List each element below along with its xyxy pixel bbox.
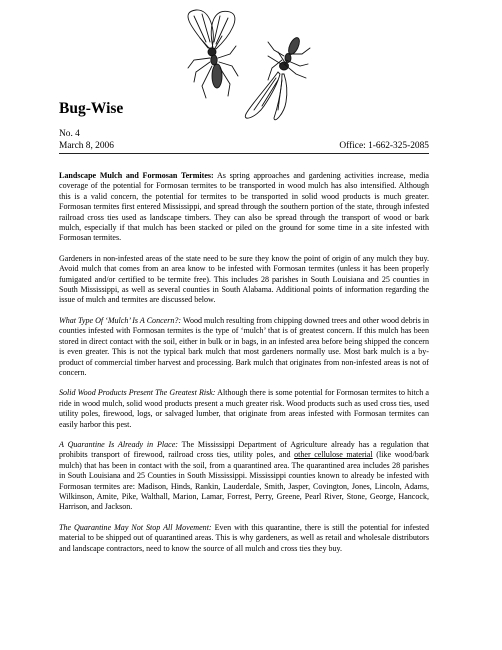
underlined-text: other cellulose material (294, 450, 373, 460)
paragraph-landscape-mulch (59, 171, 429, 244)
paragraph-quarantine-limits (59, 523, 429, 554)
paragraph-text: Even with this quarantine, there is still the potential for infested material to be shipped out of quarantined areas. This is why gardeners, as well as retail and wholesale distributors and landscape contractors, need to know the source of all mulch and cross ties they buy. (59, 522, 429, 553)
article-body (59, 171, 429, 564)
paragraph-text: Wood mulch resulting from chipping downed trees and other wood debris in counties infested with Formosan termites is the type of ‘mulch’ that is of greatest concern. If this mulch has been stored in direct contact with the soil, either in bulk or in bags, in an infested area before being shipped the concern is even greater. This is not the typical bark mulch that most gardeners normally use. Most bark mulch is a by-product of commercial timber harvest and processing. Bark mulch that originates from non-infested areas is not of concern. (59, 315, 429, 377)
paragraph-heading: Landscape Mulch and Formosan Termites: (59, 171, 214, 180)
paragraph-heading: A Quarantine Is Already in Place: (59, 439, 178, 449)
office-phone: Office: 1-662-325-2085 (339, 141, 429, 151)
paragraph-heading: The Quarantine May Not Stop All Movement: (59, 522, 212, 532)
paragraph-text: The Mississippi Department of Agriculture already has a regulation that prohibits transport of firewood, railroad cross ties, utility poles, and (59, 439, 429, 460)
paragraph-text: Gardeners in non-infested areas of the state need to be sure they know the point of origin of any mulch they buy. Avoid mulch that comes from an area know to be infested with Formosan termites (unless it has been properly fumigated and/or certified to be termite free). This includes 28 parishes in South Louisiana and 25 counties in South Mississippi, as well as several counties in South Alabama. Additional points of information regarding the issue of mulch and termites are discussed below. (59, 253, 429, 305)
paragraph-heading: What Type Of ‘Mulch’ Is A Concern?: (59, 315, 182, 325)
paragraph-heading: Solid Wood Products Present The Greatest Risk: (59, 388, 216, 398)
header-divider (59, 153, 429, 154)
date-office-row (59, 140, 429, 152)
paragraph-mulch-concern (59, 316, 429, 378)
paragraph-text: As spring approaches and gardening activities increase, media coverage of the potential for Formosan termites to be transported in wood mulch has also intensified. Although this is a valid concern, the potential for termites to be transported in solid wood products is much greater. Formosan termites first entered Mississippi, and spread through the southern portion of the state, through infested railroad cross ties used as landscape timbers. They can also be spread through the transport of wood or bark mulch, especially if that mulch has been stacked or piled on the ground for some time in a site infested with Formosan termites. (59, 171, 429, 243)
paragraph-text: (like wood/bark mulch) that has been in contact with the soil, from a quarantined area. The quarantined area includes 28 parishes in South Louisiana and 25 Counties in South Mississippi. Mississippi counties known to already be infested with Formosan termites are: Madison, Hinds, Rankin, Lauderdale, Smith, Jasper, Covington, Jones, Lincoln, Adams, Wilkinson, Amite, Pike, Walthall, Marion, Lamar, Forrest, Perry, Greene, Pearl River, Stone, George, Hancock, Harrison, and Jackson. (59, 450, 429, 512)
paragraph-quarantine (59, 440, 429, 513)
paragraph-solid-wood (59, 388, 429, 430)
paragraph-text: Although there is some potential for Formosan termites to hitch a ride in wood mulch, solid wood products present a much greater risk. Wood products such as used cross ties, used utility poles, firewood, logs, or salvaged lumber, that originate from areas infested with Formosan termites can easily harbor this pest. (59, 388, 429, 429)
issue-number: No. 4 (59, 129, 80, 139)
masthead (59, 100, 429, 154)
paragraph-gardeners (59, 254, 429, 306)
newsletter-title: Bug-Wise (59, 100, 124, 117)
issue-date: March 8, 2006 (59, 141, 114, 151)
issue-meta (59, 128, 429, 152)
